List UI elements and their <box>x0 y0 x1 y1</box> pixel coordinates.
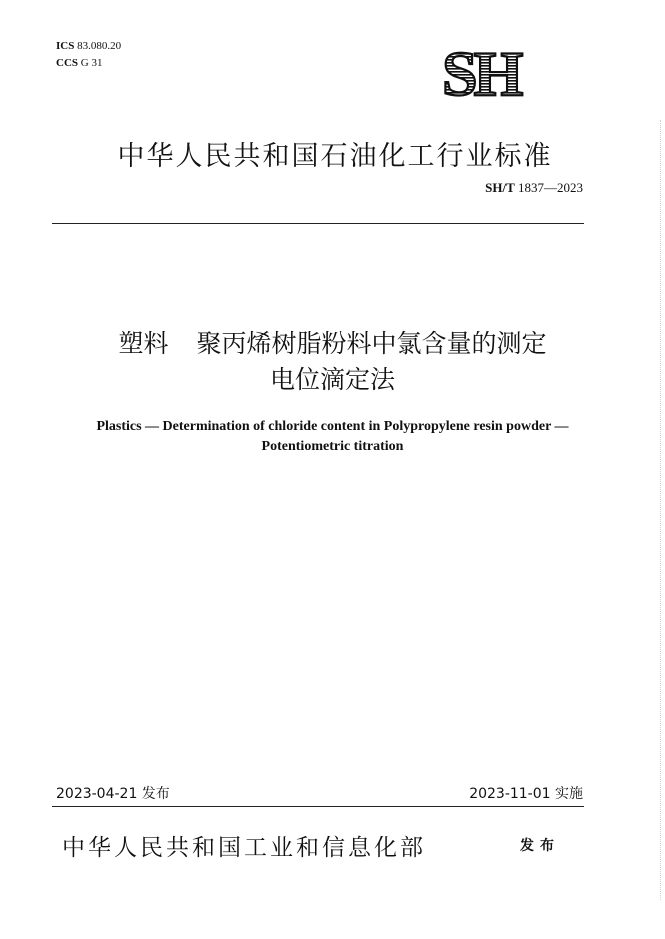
standard-code <box>485 180 583 196</box>
issue-date: 2023-04-21 发布 <box>56 786 170 802</box>
issue-action: 发布 <box>520 838 560 854</box>
classification-codes <box>56 38 121 72</box>
chinese-title-line-1: 塑料 聚丙烯树脂粉料中氯含量的测定 <box>118 329 547 358</box>
top-divider <box>52 223 584 224</box>
bottom-divider <box>52 806 584 807</box>
chinese-title <box>20 326 645 398</box>
english-title-line-2: Potentiometric titration <box>261 439 404 454</box>
chinese-title-line-2: 电位滴定法 <box>269 365 395 394</box>
sh-logo <box>438 41 568 103</box>
standard-code-prefix: SH/T <box>485 180 515 195</box>
english-title-line-1: Plastics — Determination of chloride content in Polypropylene resin powder — <box>96 419 569 434</box>
ics-code: ICS 83.080.20 <box>56 40 122 52</box>
ccs-code: CCS G 31 <box>56 57 103 69</box>
implementation-date: 2023-11-01 实施 <box>469 786 583 802</box>
sh-logo-text: SH <box>442 41 520 103</box>
english-title <box>20 417 645 457</box>
standard-code-number: 1837—2023 <box>518 180 583 195</box>
issuing-authority: 中华人民共和国工业和信息化部 <box>62 835 426 861</box>
standard-type-title: 中华人民共和国石油化工行业标准 <box>117 141 553 172</box>
page-edge-mark <box>659 120 661 900</box>
